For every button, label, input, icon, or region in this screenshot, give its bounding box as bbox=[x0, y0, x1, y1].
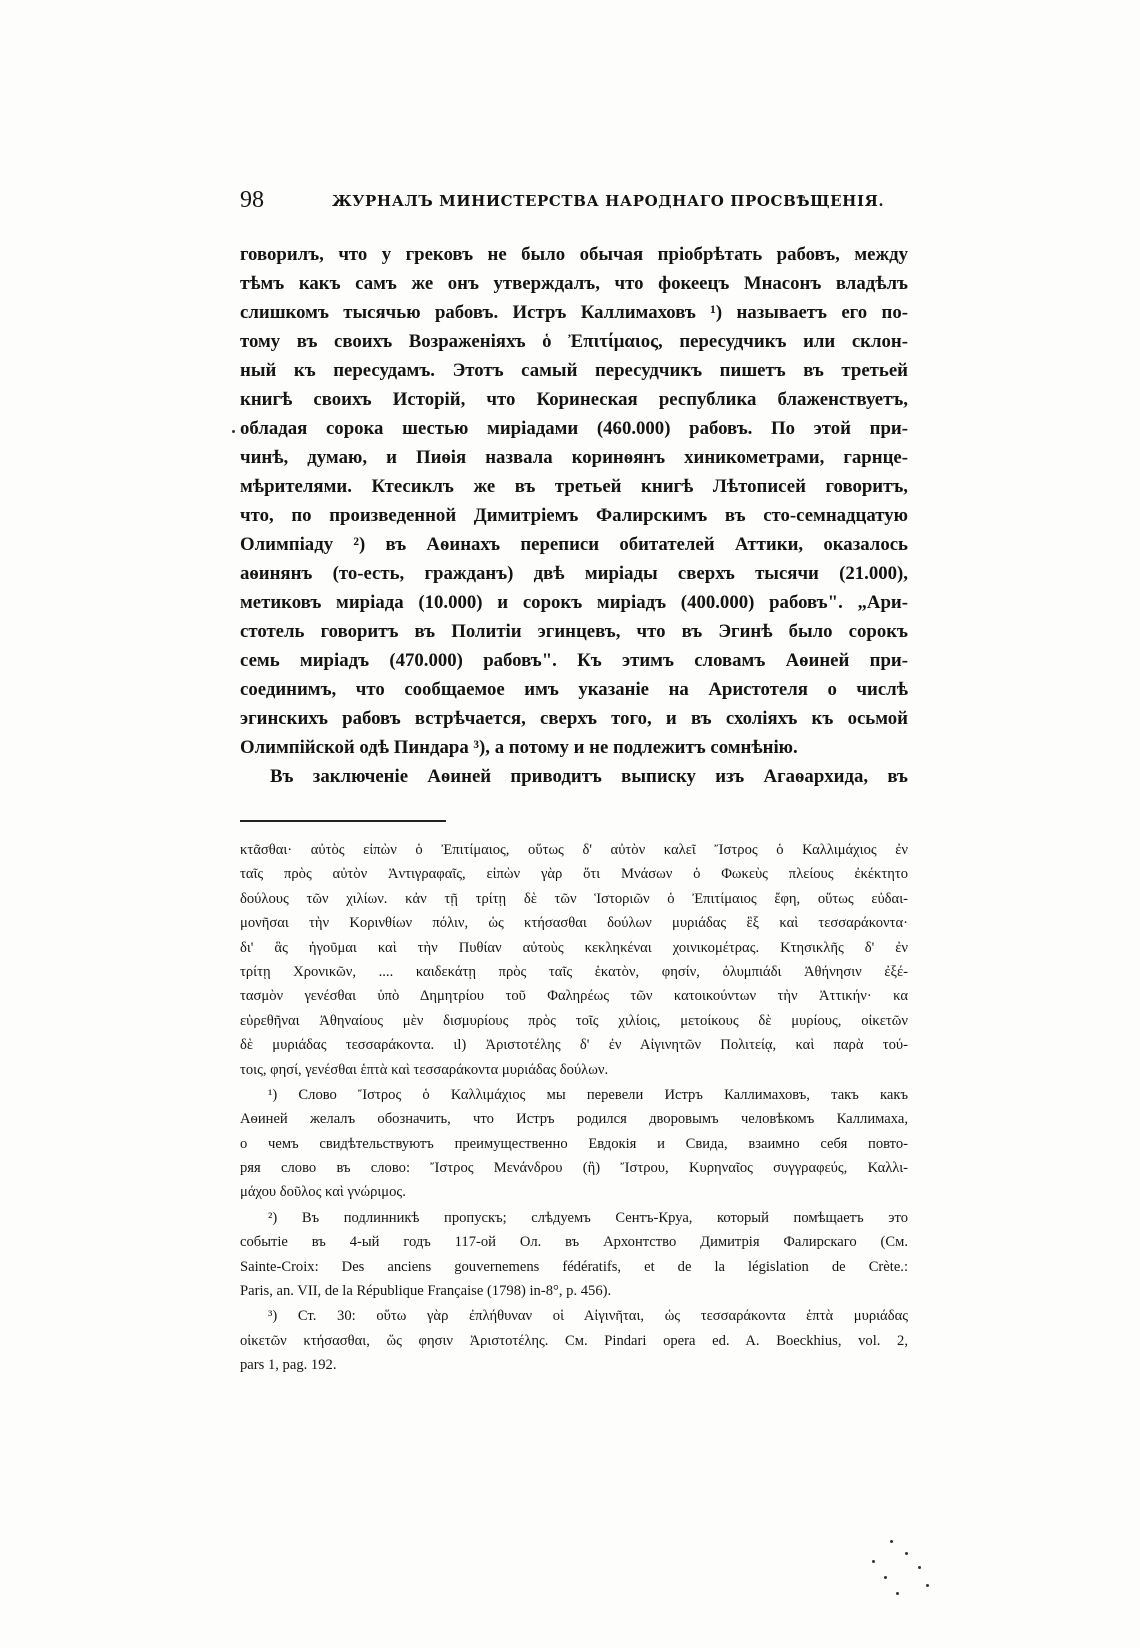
main-text-line: метиковъ миріада (10.000) и сорокъ миріадъ (400.000) рабовъ". „Ари- bbox=[240, 592, 908, 613]
footnote-line: о чемъ свидѣтельствуютъ преимущественно Евдокія и Свида, взаимно себя повто- bbox=[240, 1135, 908, 1152]
footnote-2 bbox=[240, 1206, 908, 1304]
main-text-line: тому въ своихъ Возраженіяхъ ὁ Ἐπιτίμαιος, пересудчикъ или склон- bbox=[240, 331, 908, 352]
main-text-line: чинѣ, думаю, и Пиѳія назвала коринѳянъ хиникометрами, гарнце- bbox=[240, 447, 908, 468]
footnote-line: Sainte-Croix: Des anciens gouvernemens fédératifs, et de la législation de Crète.: bbox=[240, 1258, 908, 1275]
footnote-line: событіе въ 4-ый годъ 117-ой Ол. въ Архонтство Димитрія Фалирскаго (См. bbox=[240, 1234, 908, 1251]
scan-speck bbox=[896, 1592, 899, 1595]
main-text-line: книгѣ своихъ Исторій, что Коринеская республика блаженствуетъ, bbox=[240, 389, 908, 410]
footnote-line: pars 1, pag. 192. bbox=[240, 1357, 337, 1374]
scan-speck bbox=[884, 1576, 887, 1579]
main-text-line: говорилъ, что у грековъ не было обычая пріобрѣтать рабовъ, между bbox=[240, 244, 908, 265]
main-text-line: Олимпійской одѣ Пиндара ³), а потому и не подлежитъ сомнѣнію. bbox=[240, 737, 798, 758]
footnote-line: εὑρεθῆναι Ἀθηναίους μὲν δισμυρίους πρὸς τοῖς χιλίοις, μετοίκους δὲ μυρίους, οἰκετῶν bbox=[240, 1012, 908, 1029]
footnote-line: ²) Въ подлинникѣ пропускъ; слѣдуемъ Сентъ-Круа, который помѣщаетъ это bbox=[268, 1209, 908, 1226]
footnote-line: τοις, φησί, γενέσθαι ἑπτὰ καὶ τεσσαράκοντα μυριάδας δούλων. bbox=[240, 1061, 609, 1078]
scan-speck bbox=[232, 430, 235, 433]
footnote-line: οἰκετῶν κτήσασθαι, ὥς φησιν Ἀριστοτέλης. См. Pindari opera ed. A. Boeckhius, vol. 2, bbox=[240, 1332, 908, 1349]
footnote-line: Аѳиней желалъ обозначить, что Истръ родился дворовымъ человѣкомъ Каллимаха, bbox=[240, 1111, 908, 1128]
scan-speck bbox=[890, 1540, 893, 1543]
main-text-line: эгинскихъ рабовъ встрѣчается, сверхъ того, и въ схоліяхъ къ осьмой bbox=[240, 708, 908, 729]
footnote-separator bbox=[240, 820, 446, 822]
main-text-line: аѳинянъ (то-есть, гражданъ) двѣ миріады сверхъ тысячи (21.000), bbox=[240, 563, 908, 584]
footnote-3 bbox=[240, 1304, 908, 1377]
footnote-line: τρίτῃ Χρονικῶν, .... καιδεκάτῃ πρὸς ταῖς ἑκατὸν, φησίν, ὀλυμπιάδι Ἀθήνησιν ἐξέ- bbox=[240, 963, 908, 980]
footnote-line: τασμὸν γενέσθαι ὑπὸ Δημητρίου τοῦ Φαληρέως τῶν κατοικούντων τὴν Ἀττικήν· κα bbox=[240, 988, 908, 1005]
footnote-line: ταῖς πρὸς αὐτὸν Ἀντιγραφαῖς, εἰπὼν γὰρ ὅτι Μνάσων ὁ Φωκεὺς πλείους ἐκέκτητο bbox=[240, 866, 908, 883]
footnotes bbox=[240, 838, 908, 1378]
page-number: 98 bbox=[240, 187, 264, 213]
footnote-line: Paris, an. VII, de la République Française (1798) in-8°, p. 456). bbox=[240, 1283, 612, 1300]
footnote-line: δὲ μυριάδας τεσσαράκοντα. ιl) Ἀριστοτέλης δ' ἐν Αἰγινητῶν Πολιτείᾳ, καὶ παρὰ τού- bbox=[240, 1037, 908, 1054]
footnote-line: ряя слово въ слово: Ἴστρος Μενάνδρου (ἢ) Ἴστρου, Κυρηναῖος συγγραφεύς, Καλλι- bbox=[240, 1160, 908, 1177]
footnote-line: μάχου δοῦλος καὶ γνώριμος. bbox=[240, 1184, 406, 1201]
main-text-line: стотель говоритъ въ Политіи эгинцевъ, что въ Эгинѣ было сорокъ bbox=[240, 621, 908, 642]
footnote-line: ¹) Слово Ἴστρος ὁ Καλλιμάχιος мы перевели Истръ Каллимаховъ, такъ какъ bbox=[268, 1086, 908, 1103]
main-text-line: Олимпіаду ²) въ Аѳинахъ переписи обитателей Аттики, оказалось bbox=[240, 534, 908, 555]
footnote-line: ³) Ст. 30: οὕτω γὰρ ἐπλήθυναν οἱ Αἰγινῆται, ὡς τεσσαράκοντα ἑπτὰ μυριάδας bbox=[268, 1308, 908, 1325]
scan-speck bbox=[926, 1584, 929, 1587]
footnote-line: δούλους τῶν χιλίων. κἀν τῇ τρίτῃ δὲ τῶν Ἱστοριῶν ὁ Ἐπιτίμαιος ἔφη, οὕτως εὐδαι- bbox=[240, 890, 908, 907]
scan-speck bbox=[918, 1566, 921, 1569]
main-text-line: мѣрителями. Ктесиклъ же въ третьей книгѣ Лѣтописей говоритъ, bbox=[240, 476, 908, 497]
main-text bbox=[240, 240, 908, 791]
main-text-line: соединимъ, что сообщаемое имъ указаніе на Аристотеля о числѣ bbox=[240, 679, 908, 700]
footnote-1 bbox=[240, 1083, 908, 1205]
main-text-line: ный къ пересудамъ. Этотъ самый пересудчикъ пишетъ въ третьей bbox=[240, 360, 908, 381]
main-text-line: слишкомъ тысячью рабовъ. Истръ Каллимаховъ ¹) называетъ его по- bbox=[240, 302, 908, 323]
footnote-line: μονῆσαι τὴν Κορινθίων πόλιν, ὡς κτήσασθαι δούλων μυριάδας ἓξ καὶ τεσσαράκοντα· bbox=[240, 915, 908, 932]
main-text-line: Въ заключеніе Аѳиней приводитъ выписку изъ Агаѳархида, въ bbox=[270, 766, 908, 787]
main-text-line: что, по произведенной Димитріемъ Фалирскимъ въ сто-семнадцатую bbox=[240, 505, 908, 526]
footnote-greek-continuation bbox=[240, 838, 908, 1082]
main-text-line: семь миріадъ (470.000) рабовъ". Къ этимъ словамъ Аѳиней при- bbox=[240, 650, 908, 671]
footnote-line: δι' ἃς ἡγοῦμαι καὶ τὴν Πυθίαν αὐτοὺς κεκληκέναι χοινικομέτρας. Κτησικλῆς δ' ἐν bbox=[240, 939, 908, 956]
main-text-line: тѣмъ какъ самъ же онъ утверждалъ, что фокеецъ Мнасонъ владѣлъ bbox=[240, 273, 908, 294]
scan-speck bbox=[905, 1552, 908, 1555]
page-header bbox=[240, 185, 908, 219]
main-text-line: обладая сорока шестью миріадами (460.000) рабовъ. По этой при- bbox=[240, 418, 908, 439]
footnote-line: κτᾶσθαι· αὐτὸς εἰπὼν ὁ Ἐπιτίμαιος, οὕτως δ' αὐτὸν καλεῖ Ἴστρος ὁ Καλλιμάχιος ἐν bbox=[240, 842, 908, 858]
scan-speck bbox=[872, 1560, 875, 1563]
running-title: ЖУРНАЛЪ МИНИСТЕРСТВА НАРОДНАГО ПРОСВѢЩЕНІЯ. bbox=[332, 192, 885, 210]
